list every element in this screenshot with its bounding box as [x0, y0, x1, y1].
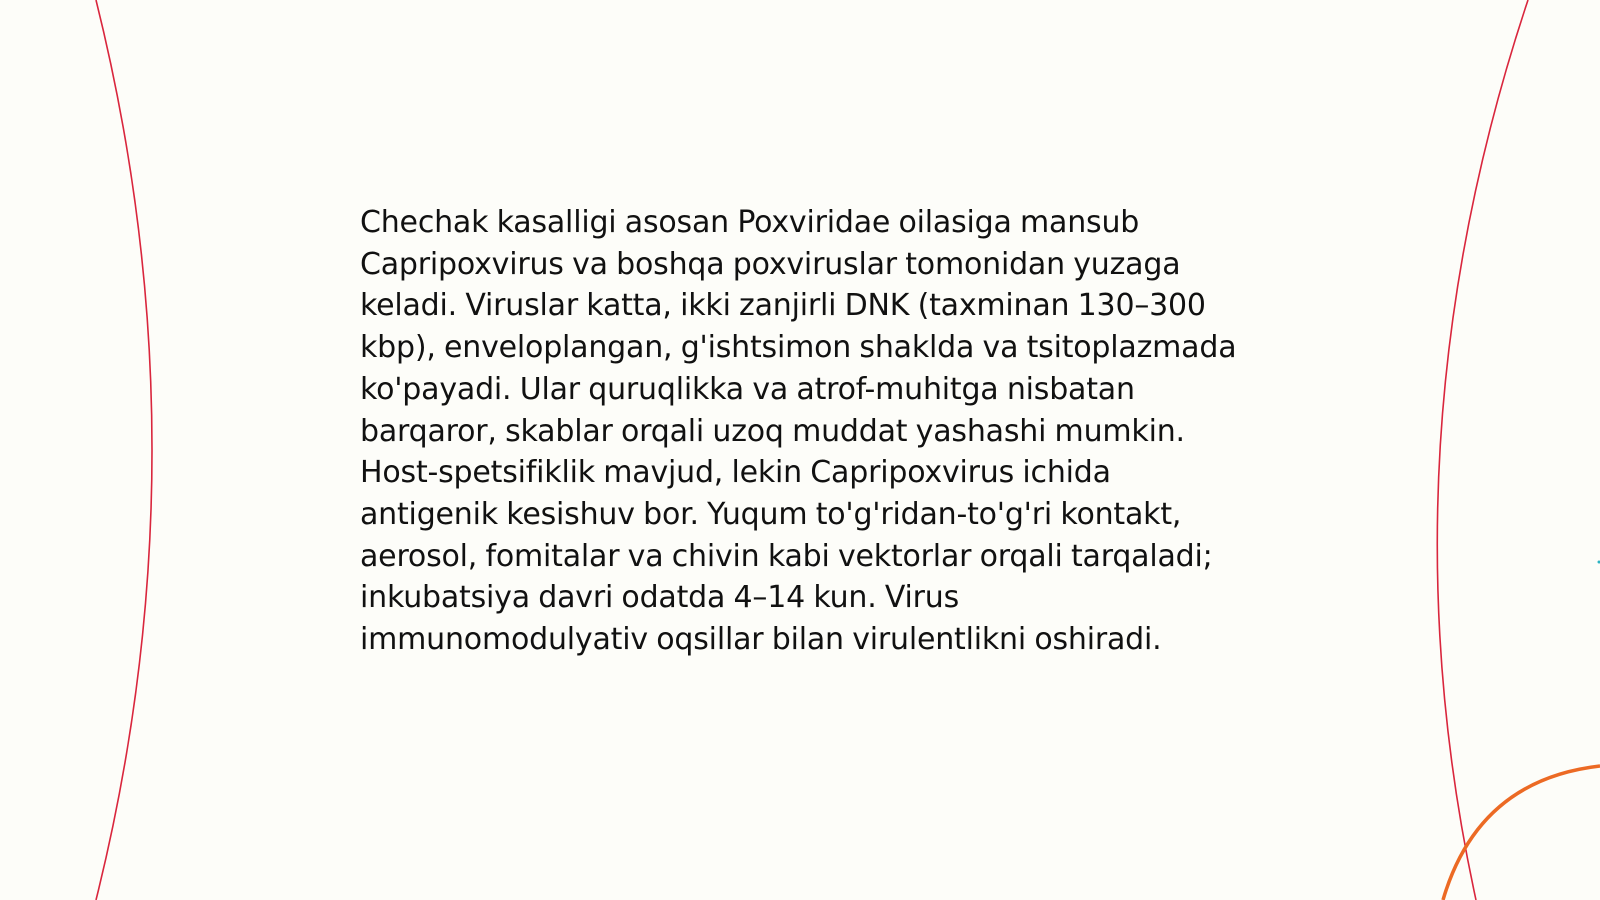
- body-text: Chechak kasalligi asosan Poxviridae oilasiga mansub Capripoxvirus va boshqa poxviruslar tomonidan yuzaga keladi. Viruslar katta, ikki zanjirli DNK (taxminan 130–300 kbp), enveloplangan, g'ishtsimon shaklda va tsitoplazmada ko'payadi. Ular quruqlikka va atrof-muhitga nisbatan barqaror, skablar orqali uzoq muddat yashashi mumkin. Host-spetsifiklik mavjud, lekin Capripoxvirus ichida antigenik kesishuv bor. Yuqum to'g'ridan-to'g'ri kontakt, aerosol, fomitalar va chivin kabi vektorlar orqali tarqaladi; inkubatsiya davri odatda 4–14 kun. Virus immunomodulyativ oqsillar bilan virulentlikni oshiradi.: [360, 205, 1237, 658]
- orange-arc: [1443, 766, 1600, 900]
- left-curve-line: [96, 0, 152, 900]
- right-curve-line: [1437, 0, 1528, 900]
